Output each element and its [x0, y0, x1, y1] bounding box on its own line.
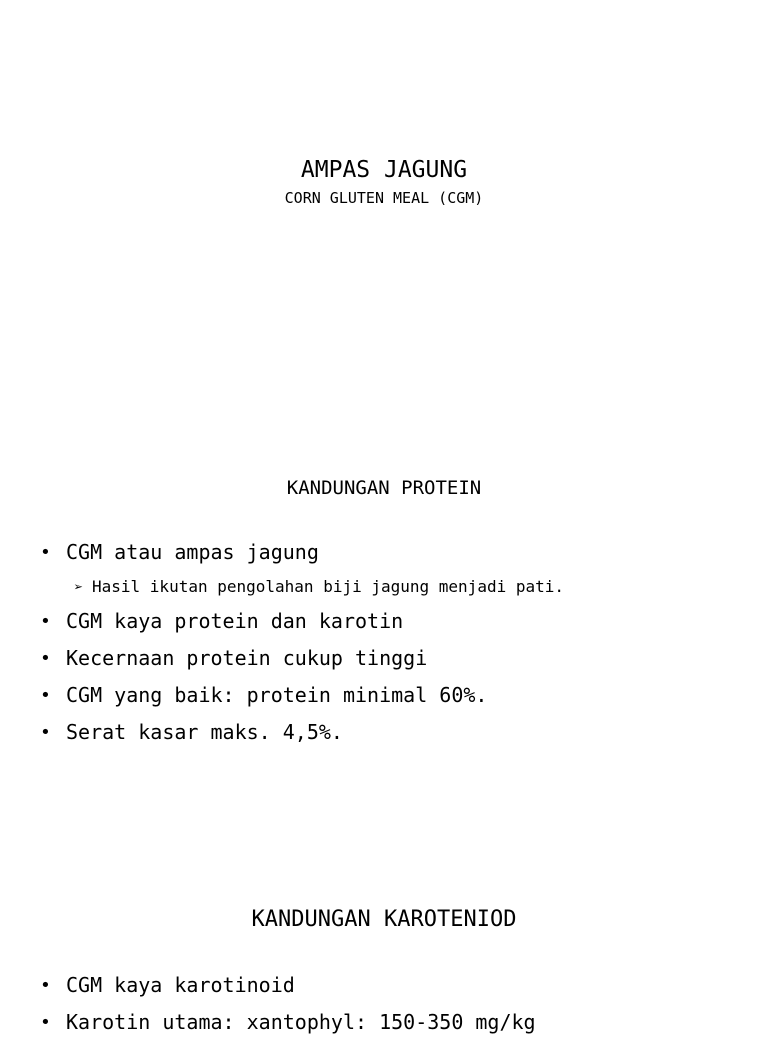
bullet-item [40, 714, 760, 751]
bullet-text: CGM atau ampas jagung [66, 540, 319, 564]
bullet-item [40, 603, 760, 640]
bullet-item [40, 534, 760, 571]
bullet-icon: • [40, 542, 51, 563]
protein-heading: KANDUNGAN PROTEIN [286, 477, 482, 499]
bullet-item [40, 1004, 760, 1041]
carotenoid-slide [0, 850, 768, 1034]
sub-bullet-item [40, 571, 760, 603]
title-slide [0, 0, 768, 384]
bullet-text: Kecernaan protein cukup tinggi [66, 646, 428, 670]
bullet-text: CGM kaya karotinoid [66, 973, 295, 997]
bullet-icon: • [40, 975, 51, 996]
bullet-text: Serat kasar maks. 4,5%. [66, 720, 343, 744]
carotenoid-heading: KANDUNGAN KAROTENIOD [251, 907, 517, 932]
bullet-icon: • [40, 685, 51, 706]
bullet-icon: • [40, 1012, 51, 1033]
bullet-item [40, 640, 760, 677]
bullet-icon: • [40, 648, 51, 669]
protein-slide [0, 420, 768, 840]
bullet-text: CGM yang baik: protein minimal 60%. [66, 683, 488, 707]
bullet-icon: • [40, 611, 51, 632]
arrow-bullet-icon: ➢ [74, 578, 84, 596]
carotenoid-bullet-list [40, 967, 760, 1041]
slide-subtitle: CORN GLUTEN MEAL (CGM) [284, 189, 484, 207]
sub-bullet-text: Hasil ikutan pengolahan biji jagung menjadi pati. [92, 577, 565, 596]
bullet-text: Karotin utama: xantophyl: 150-350 mg/kg [66, 1010, 536, 1034]
bullet-text: CGM kaya protein dan karotin [66, 609, 404, 633]
slide-title: AMPAS JAGUNG [300, 157, 468, 183]
bullet-item [40, 677, 760, 714]
bullet-item [40, 967, 760, 1004]
bullet-icon: • [40, 722, 51, 743]
protein-bullet-list [40, 534, 760, 751]
